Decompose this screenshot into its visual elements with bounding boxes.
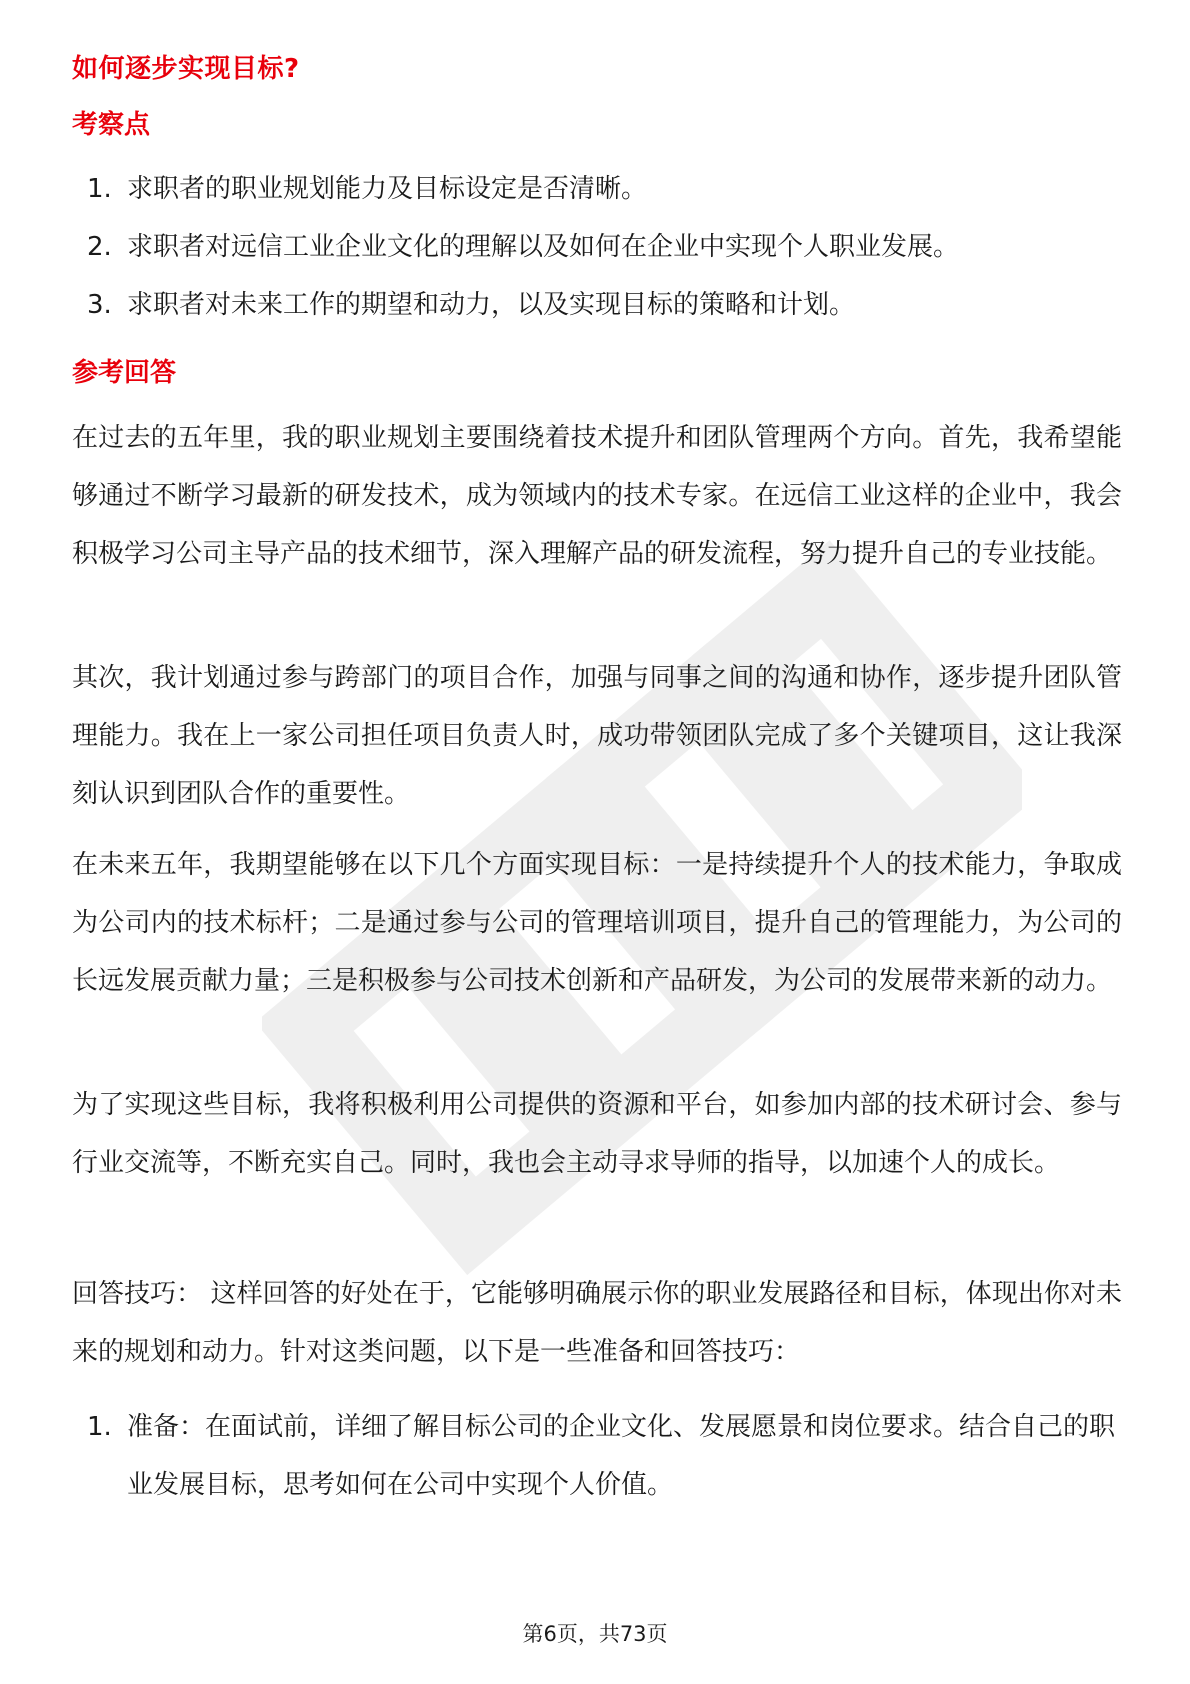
- document-page: [72, 0, 1122, 1684]
- list-item-number: 1.: [87, 1412, 112, 1442]
- list-item: [72, 160, 1122, 218]
- list-item-text: 求职者对远信工业企业文化的理解以及如何在企业中实现个人职业发展。: [127, 232, 960, 262]
- list-item: [72, 1398, 1122, 1514]
- section-heading-reference-answer: 参考回答: [72, 358, 177, 388]
- list-item-text: 求职者的职业规划能力及目标设定是否清晰。: [127, 174, 648, 204]
- section-heading-focus-points: 考察点: [72, 110, 151, 140]
- list-item-number: 3.: [87, 290, 112, 320]
- list-item-text: 求职者对未来工作的期望和动力，以及实现目标的策略和计划。: [127, 290, 856, 320]
- list-item: [72, 218, 1122, 276]
- answer-paragraph-3: 在未来五年，我期望能够在以下几个方面实现目标：一是持续提升个人的技术能力，争取成为公司内的技术标杆；二是通过参与公司的管理培训项目，提升自己的管理能力，为公司的长远发展贡献力量；三是积极参与公司技术创新和产品研发，为公司的发展带来新的动力。: [72, 850, 1122, 996]
- focus-points-list: [72, 160, 1122, 334]
- answer-paragraph-2: 其次，我计划通过参与跨部门的项目合作，加强与同事之间的沟通和协作，逐步提升团队管理能力。我在上一家公司担任项目负责人时，成功带领团队完成了多个关键项目，这让我深刻认识到团队合作的重要性。: [72, 663, 1122, 809]
- tips-list: [72, 1398, 1122, 1514]
- page-title: 如何逐步实现目标?: [72, 54, 300, 84]
- list-item-number: 2.: [87, 232, 112, 262]
- page-number: 第6页，共73页: [522, 1622, 668, 1646]
- list-item-number: 1.: [87, 174, 112, 204]
- list-item: [72, 276, 1122, 334]
- answer-tips-paragraph: 回答技巧： 这样回答的好处在于，它能够明确展示你的职业发展路径和目标，体现出你对未来的规划和动力。针对这类问题，以下是一些准备和回答技巧：: [72, 1279, 1122, 1367]
- answer-paragraph-1: 在过去的五年里，我的职业规划主要围绕着技术提升和团队管理两个方向。首先，我希望能够通过不断学习最新的研发技术，成为领域内的技术专家。在远信工业这样的企业中，我会积极学习公司主导产品的技术细节，深入理解产品的研发流程，努力提升自己的专业技能。: [72, 423, 1122, 569]
- answer-paragraph-4: 为了实现这些目标，我将积极利用公司提供的资源和平台，如参加内部的技术研讨会、参与行业交流等，不断充实自己。同时，我也会主动寻求导师的指导，以加速个人的成长。: [72, 1090, 1122, 1178]
- list-item-text: 准备：在面试前，详细了解目标公司的企业文化、发展愿景和岗位要求。结合自己的职业发展目标，思考如何在公司中实现个人价值。: [127, 1412, 1116, 1500]
